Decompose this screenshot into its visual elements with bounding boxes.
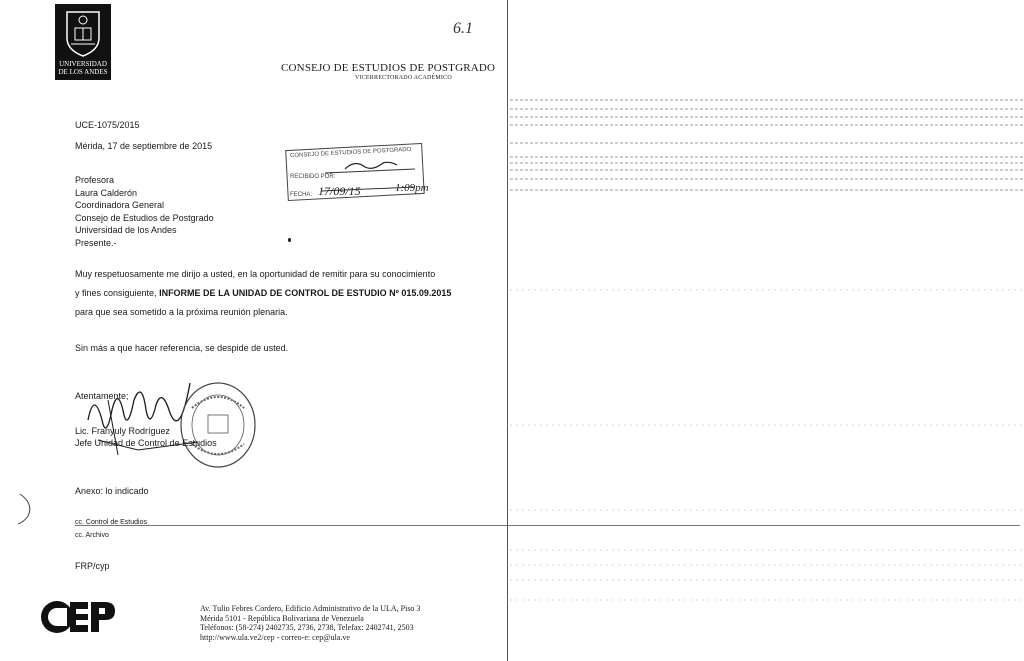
letter-date: Mérida, 17 de septiembre de 2015 [75,141,213,151]
stamp-line1: CONSEJO DE ESTUDIOS DE POSTGRADO [289,146,412,160]
institution-title: CONSEJO DE ESTUDIOS DE POSTGRADO [281,62,496,74]
logo-caption-line1: UNIVERSIDAD [59,60,107,68]
logo-caption [55,60,111,76]
footer-line: Av. Tulio Febres Cordero, Edificio Administrativo de la ULA, Piso 3 [200,604,421,613]
cc-line: cc. Archivo [75,532,109,539]
handwritten-mark: 6.1 [453,20,473,37]
footer-line: Teléfonos: (58-274) 2402735, 2736, 2738, Telefax: 2402741, 2503 [200,623,414,632]
margin-mark [14,490,44,531]
recipient-line: Universidad de los Andes [75,225,177,235]
recipient-line: Coordinadora General [75,200,165,210]
reference-number: UCE-1075/2015 [75,120,140,130]
blank-scanned-page [510,95,1024,655]
footer-line: Mérida 5101 - República Bolivariana de Venezuela [200,613,364,623]
official-seal [178,380,258,470]
paragraph-line2-prefix: y fines consiguiente, [75,288,160,298]
paragraph-line1: Muy respetuosamente me dirijo a usted, en la oportunidad de remitir para su conocimiento [75,269,436,279]
recipient-line: Consejo de Estudios de Postgrado [75,212,214,223]
report-title: INFORME DE LA UNIDAD DE CONTROL DE ESTUDIO Nº 015.09.2015 [159,288,452,298]
footer-line: http://www.ula.ve2/cep - correo-e: cep@ula.ve [200,632,350,642]
footer-address [200,604,420,642]
university-crest-icon [55,4,111,62]
typist-initials: FRP/cyp [75,561,110,571]
salutation: Atentamente; [75,391,129,401]
recipient-line: Profesora [75,175,115,185]
cep-logo-icon [40,600,116,634]
logo-caption-line2: DE LOS ANDES [58,68,108,76]
paragraph-line2 [75,287,451,300]
signer-name: Lic. Franyuly Rodríguez [75,426,171,436]
stamp-line2: RECIBIDO POR: [290,174,336,180]
institution-subtitle: VICERRECTORADO ACADÉMICO [355,75,452,81]
recipient-line: Laura Calderón [75,187,138,198]
stamp-line3: FECHA: [290,192,313,198]
stamp-time: 1:09pm [395,182,429,194]
paragraph-line3: para que sea sometido a la próxima reunión plenaria. [75,307,288,317]
recipient-block [75,174,214,249]
annex-note: Anexo: lo indicado [75,486,149,496]
stamp-date: 17/09/15 [318,184,361,198]
recipient-line: Presente.- [75,237,117,248]
cep-logo [40,600,116,634]
cc-line: cc. Control de Estudios [75,519,147,526]
ink-dot [288,238,291,242]
signer-title: Jefe Unidad de Control de Estudios [75,438,217,448]
closing-line: Sin más a que hacer referencia, se despide de usted. [75,343,289,353]
page-divider [507,0,508,661]
